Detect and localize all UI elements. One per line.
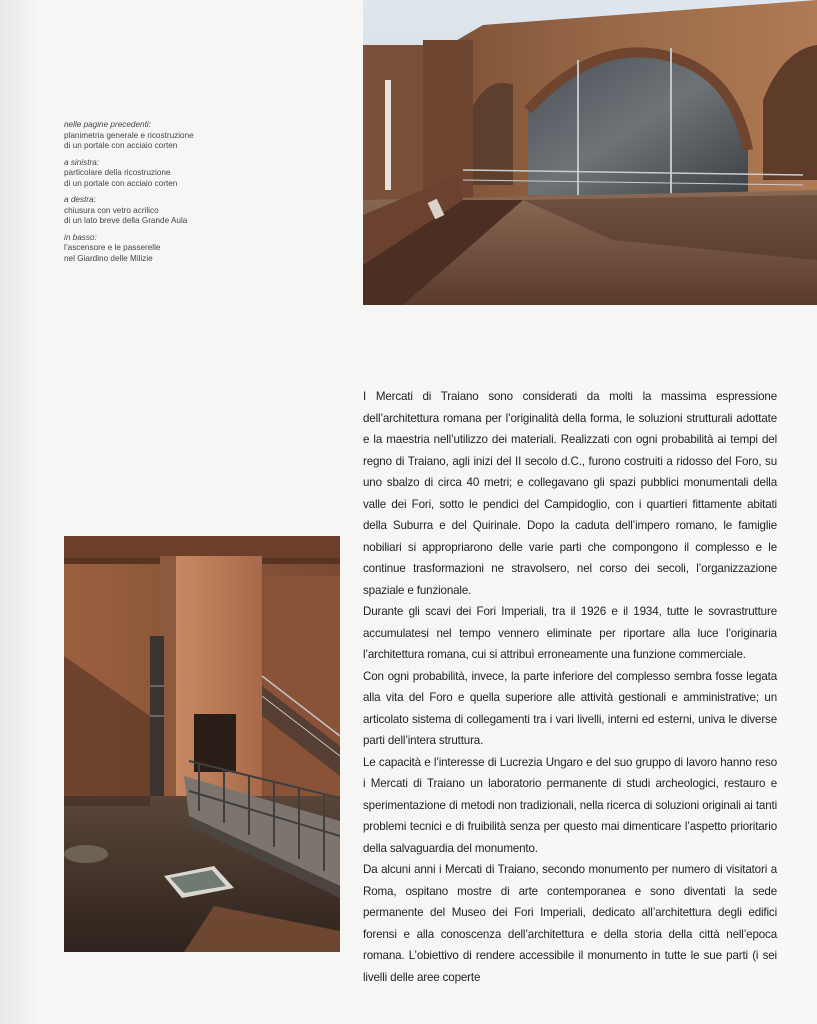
photo-captions [64, 120, 264, 270]
caption-previous-pages [64, 120, 264, 152]
caption-line: l’ascensore e le passerelle [64, 243, 161, 252]
caption-line: di un lato breve della Grande Aula [64, 216, 188, 225]
article-body [363, 386, 777, 988]
caption-label: in basso: [64, 232, 97, 242]
paragraph: Da alcuni anni i Mercati di Traiano, secondo monumento per numero di visitatori a Roma, ospitano mostre di arte contemporanea e sono diventati la sede permanente del Museo dei Fori Imperiali, dedicato all’architettura degli edifici forensi e alla conoscenza dell’architettura e della storia della città nell’epoca romana. L’obiettivo di rendere accessibile il monumento in tutte le sue parti (i sei livelli delle aree coperte [363, 863, 777, 984]
paragraph: Le capacità e l’interesse di Lucrezia Ungaro e del suo gruppo di lavoro hanno reso i Mercati di Traiano un laboratorio permanente di studi archeologici, restauro e sperimentazione di metodi non tradizionali, nella ricerca di soluzioni originali ai tanti problemi tecnici e di fruibilità senza per questo mai dimenticare l’aspetto prioritario della salvaguardia del monumento. [363, 755, 777, 855]
paragraph: Con ogni probabilità, invece, la parte inferiore del complesso sembra fosse legata alla vita del Foro e quella superiore alle attività gestionali e amministrative; un articolato sistema di collegamenti tra i vari livelli, interni ed esterni, univa le diverse parti dell’intera struttura. [363, 669, 777, 747]
caption-line: particolare della ricostruzione [64, 168, 171, 177]
caption-bottom [64, 233, 264, 265]
caption-left [64, 158, 264, 190]
caption-label: nelle pagine precedenti: [64, 120, 151, 129]
caption-line: chiusura con vetro acrilico [64, 205, 159, 215]
caption-right [64, 195, 264, 227]
caption-line: di un portale con acciaio corten [64, 178, 178, 188]
caption-label: a destra: [64, 195, 96, 204]
caption-line: di un portale con acciaio corten [64, 141, 178, 150]
photo-elevator-walkways [64, 536, 340, 952]
caption-label: a sinistra: [64, 157, 100, 167]
photo-grande-aula-glass-enclosure [363, 0, 817, 305]
caption-line: nel Giardino delle Milizie [64, 253, 153, 263]
paragraph: Durante gli scavi dei Fori Imperiali, tra il 1926 e il 1934, tutte le sovrastrutture accumulatesi nel tempo vennero eliminate per riportare alla luce l’originaria l’architettura romana, cui si attribuì erroneamente una funzione commerciale. [363, 605, 777, 661]
paragraph: I Mercati di Traiano sono considerati da molti la massima espressione dell’architettura romana per l’originalità della forma, le soluzioni strutturali adottate e la maestria nell’utilizzo dei materiali. Realizzati con ogni probabilità ai tempi del regno di Traiano, agli inizi del II secolo d.C., furono costruiti a ridosso del Foro, su uno sbalzo di circa 40 metri; e collegavano gli spazi pubblici monumentali della valle dei Fori, sotto le pendici del Campidoglio, con i quartieri fittamente abitati della Suburra e del Quirinale. Dopo la caduta dell’impero romano, le famiglie nobiliari si appropriarono delle varie parti che compongono il complesso e le continue trasformazioni ne stravolsero, nel corso dei secoli, l’organizzazione spaziale e funzionale. [363, 390, 777, 597]
caption-line: planimetria generale e ricostruzione [64, 130, 194, 140]
